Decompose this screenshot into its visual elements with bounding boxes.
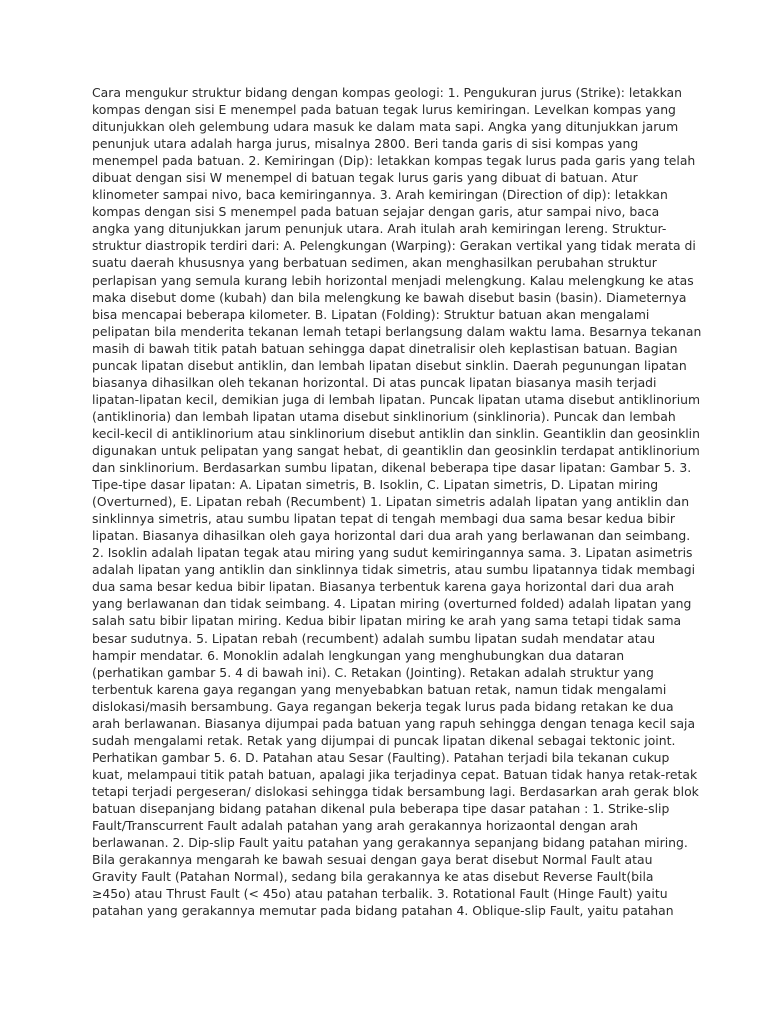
text-line: dua sama besar kedua bibir lipatan. Biasanya terbentuk karena gaya horizontal dari dua arah <box>92 579 675 595</box>
text-line: kompas dengan sisi S menempel pada batuan sejajar dengan garis, atur sampai nivo, baca <box>92 204 660 220</box>
text-line: kuat, melampaui titik patah batuan, apalagi jika terjadinya cepat. Batuan tidak hanya retak-retak <box>92 766 698 782</box>
text-line: klinometer sampai nivo, baca kemiringannya. 3. Arah kemiringan (Direction of dip): letakkan <box>92 187 668 203</box>
text-line: (Overturned), E. Lipatan rebah (Recumbent) 1. Lipatan simetris adalah lipatan yang antiklin dan <box>92 494 690 510</box>
text-line: batuan disepanjang bidang patahan dikenal pula beberapa tipe dasar patahan : 1. Strike-slip <box>92 800 670 816</box>
text-line: maka disebut dome (kubah) dan bila melengkung ke bawah disebut basin (basin). Diameternya <box>92 289 687 305</box>
text-line: besar sudutnya. 5. Lipatan rebah (recumbent) adalah sumbu lipatan sudah mendatar atau <box>92 630 656 646</box>
text-line: Fault/Transcurrent Fault adalah patahan yang arah gerakannya horizaontal dengan arah <box>92 818 638 834</box>
body-text <box>92 84 702 919</box>
text-line: angka yang ditunjukkan jarum penunjuk utara. Arah itulah arah kemiringan lereng. Struktur- <box>92 221 667 237</box>
text-line: pelipatan bila menderita tekanan lemah tetapi berlangsung dalam waktu lama. Besarnya tekanan <box>92 323 702 339</box>
text-line: bisa mencapai beberapa kilometer. B. Lipatan (Folding): Struktur batuan akan mengalami <box>92 306 650 322</box>
text-line: kecil-kecil di antiklinorium atau sinklinorium disebut antiklin dan sinklin. Geantiklin dan geosinklin <box>92 425 700 441</box>
text-line: salah satu bibir lipatan miring. Kedua bibir lipatan miring ke arah yang sama tetapi tidak sama <box>92 613 682 629</box>
text-line: dibuat dengan sisi W menempel di batuan tegak lurus garis yang dibuat di batuan. Atur <box>92 170 638 186</box>
text-line: Gravity Fault (Patahan Normal), sedang bila gerakannya ke atas disebut Reverse Fault(bila <box>92 869 654 885</box>
text-line: adalah lipatan yang antiklin dan sinklinnya tidak simetris, atau sumbu lipatannya tidak membagi <box>92 562 696 578</box>
text-line: perlapisan yang semula kurang lebih horizontal menjadi melengkung. Kalau melengkung ke atas <box>92 272 694 288</box>
text-line: kompas dengan sisi E menempel pada batuan tegak lurus kemiringan. Levelkan kompas yang <box>92 102 676 118</box>
text-line: masih di bawah titik patah batuan sehingga dapat dinetralisir oleh keplastisan batuan. Bagian <box>92 340 678 356</box>
text-line: ditunjukkan oleh gelembung udara masuk ke dalam mata sapi. Angka yang ditunjukkan jarum <box>92 119 679 135</box>
text-line: Cara mengukur struktur bidang dengan kompas geologi: 1. Pengukuran jurus (Strike): letakkan <box>92 85 682 100</box>
text-line: suatu daerah khususnya yang berbatuan sedimen, akan menghasilkan perubahan struktur <box>92 255 657 271</box>
text-line: 2. Isoklin adalah lipatan tegak atau miring yang sudut kemiringannya sama. 3. Lipatan asimetris <box>92 545 693 561</box>
text-line: sinklinnya simetris, atau sumbu lipatan tepat di tengah membagi dua sama besar kedua bibir <box>92 511 675 527</box>
text-line: patahan yang gerakannya memutar pada bidang patahan 4. Oblique-slip Fault, yaitu patahan <box>92 903 674 919</box>
text-line: biasanya dihasilkan oleh tekanan horizontal. Di atas puncak lipatan biasanya masih terjadi <box>92 374 657 390</box>
text-line: sudah mengalami retak. Retak yang dijumpai di puncak lipatan dikenal sebagai tektonic joint. <box>92 732 676 748</box>
text-line: dan sinklinorium. Berdasarkan sumbu lipatan, dikenal beberapa tipe dasar lipatan: Gambar 5. 3. <box>92 460 692 476</box>
text-line: terbentuk karena gaya regangan yang menyebabkan batuan retak, namun tidak mengalami <box>92 681 667 697</box>
text-line: Bila gerakannya mengarah ke bawah sesuai dengan gaya berat disebut Normal Fault atau <box>92 852 653 868</box>
text-line: tetapi terjadi pergeseran/ dislokasi sehingga tidak bersambung lagi. Berdasarkan arah gerak blok <box>92 783 699 799</box>
text-line: struktur diastropik terdiri dari: A. Pelengkungan (Warping): Gerakan vertikal yang tidak merata di <box>92 238 696 254</box>
text-line: digunakan untuk pelipatan yang sangat hebat, di geantiklin dan geosinklin terdapat antiklinorium <box>92 442 700 458</box>
text-line: ≥45o) atau Thrust Fault (< 45o) atau patahan terbalik. 3. Rotational Fault (Hinge Fault) yaitu <box>92 886 668 902</box>
text-line: berlawanan. 2. Dip-slip Fault yaitu patahan yang gerakannya sepanjang bidang patahan miring. <box>92 835 688 851</box>
text-line: Tipe-tipe dasar lipatan: A. Lipatan simetris, B. Isoklin, C. Lipatan simetris, D. Lipatan miring <box>92 477 659 493</box>
text-line: (antiklinoria) dan lembah lipatan utama disebut sinklinorium (sinklinoria). Puncak dan lembah <box>92 408 676 424</box>
text-line: hampir mendatar. 6. Monoklin adalah lengkungan yang menghubungkan dua dataran <box>92 647 625 663</box>
text-line: puncak lipatan disebut antiklin, dan lembah lipatan disebut sinklin. Daerah pegunungan lipatan <box>92 357 687 373</box>
text-line: arah berlawanan. Biasanya dijumpai pada batuan yang rapuh sehingga dengan tenaga kecil saja <box>92 715 696 731</box>
text-line: menempel pada batuan. 2. Kemiringan (Dip): letakkan kompas tegak lurus pada garis yang telah <box>92 153 696 169</box>
text-line: lipatan-lipatan kecil, demikian juga di lembah lipatan. Puncak lipatan utama disebut antiklinorium <box>92 391 701 407</box>
text-line: yang berlawanan dan tidak seimbang. 4. Lipatan miring (overturned folded) adalah lipatan yang <box>92 596 692 612</box>
text-line: dislokasi/masih bersambung. Gaya regangan bekerja tegak lurus pada bidang retakan ke dua <box>92 698 674 714</box>
text-line: (perhatikan gambar 5. 4 di bawah ini). C. Retakan (Jointing). Retakan adalah struktur yang <box>92 664 654 680</box>
text-line: Perhatikan gambar 5. 6. D. Patahan atau Sesar (Faulting). Patahan terjadi bila tekanan cukup <box>92 749 670 765</box>
text-line: penunjuk utara adalah harga jurus, misalnya 2800. Beri tanda garis di sisi kompas yang <box>92 136 639 152</box>
text-line: lipatan. Biasanya dihasilkan oleh gaya horizontal dari dua arah yang berlawanan dan seimbang. <box>92 528 691 544</box>
